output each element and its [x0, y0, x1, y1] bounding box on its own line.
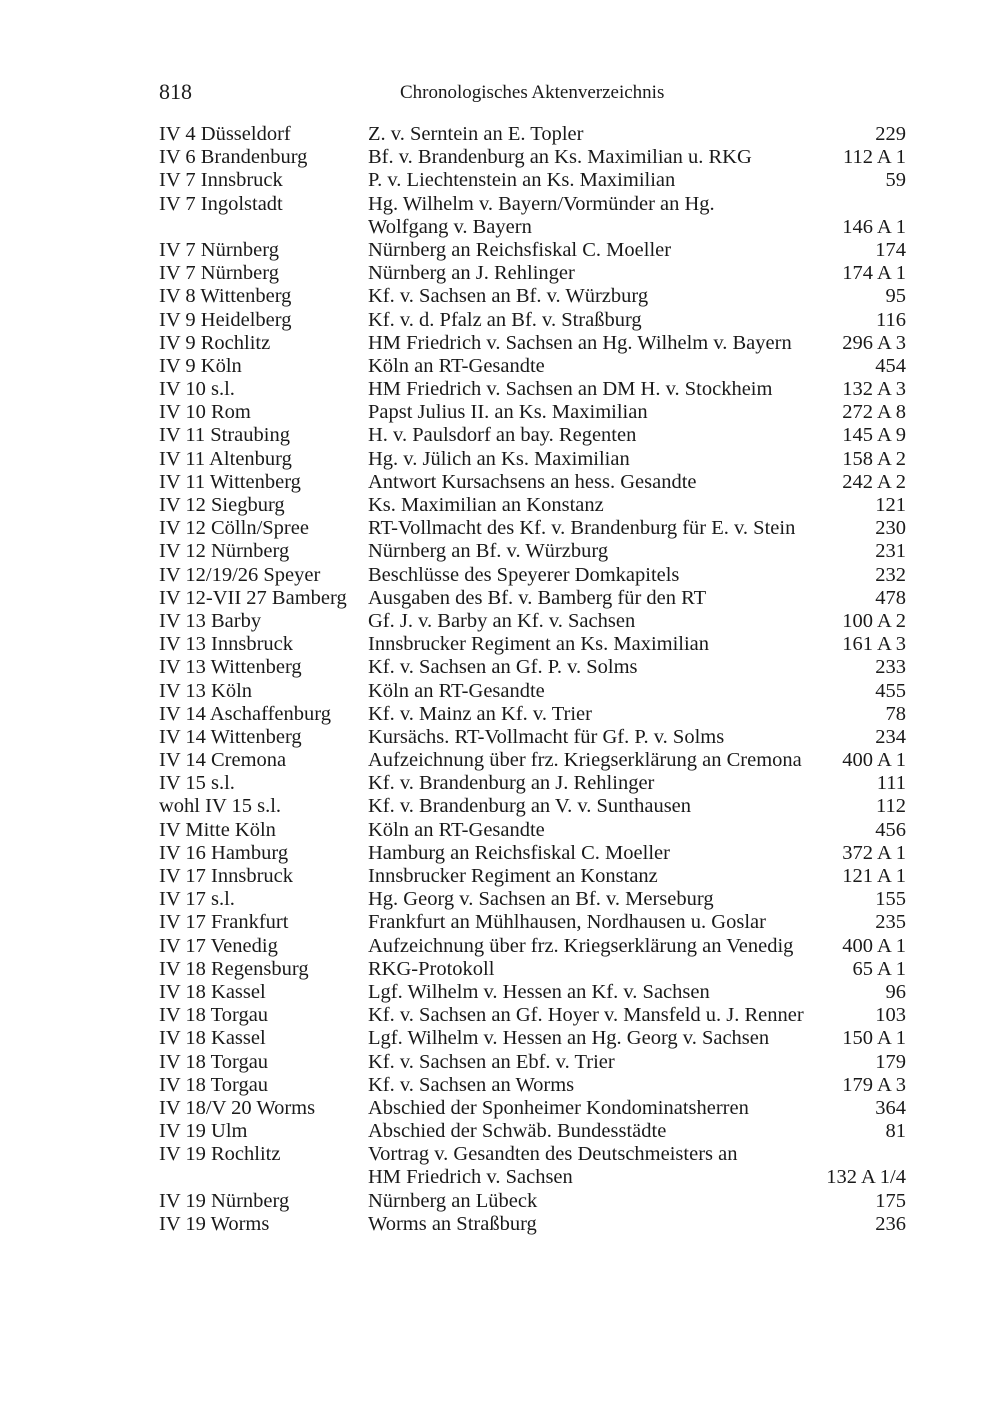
index-entry [159, 610, 906, 633]
entry-description: Papst Julius II. an Ks. Maximilian [368, 401, 648, 424]
entry-date: IV 12 Nürnberg [159, 540, 290, 563]
index-entry [159, 564, 906, 587]
entry-date: IV 7 Nürnberg [159, 262, 279, 285]
entry-date: IV 12 Cölln/Spree [159, 517, 309, 540]
index-entry [159, 981, 906, 1004]
entry-date: IV 18/V 20 Worms [159, 1096, 316, 1119]
page-number: 818 [159, 79, 192, 104]
entry-description: Kf. v. Brandenburg an V. v. Sunthausen [368, 795, 692, 818]
entry-reference: 236 [875, 1212, 906, 1235]
entry-reference: 78 [885, 702, 906, 725]
index-entry [159, 749, 906, 772]
index-entry [159, 842, 906, 865]
entry-description: Köln an RT-Gesandte [368, 818, 545, 841]
entry-reference: 103 [875, 1004, 906, 1027]
index-entry [159, 911, 906, 934]
entry-date: IV 14 Cremona [159, 749, 287, 772]
index-entry [159, 1190, 906, 1213]
entry-description: Lgf. Wilhelm v. Hessen an Hg. Georg v. Sachsen [368, 1027, 770, 1050]
entry-date: IV 18 Kassel [159, 1027, 266, 1050]
index-entry [159, 680, 906, 703]
entry-description: RKG-Protokoll [368, 957, 495, 980]
entry-reference: 65 A 1 [852, 957, 906, 980]
entry-description: Kf. v. Sachsen an Gf. P. v. Solms [368, 656, 638, 679]
index-entry [159, 123, 906, 146]
entry-date: IV 12 Siegburg [159, 494, 285, 516]
entry-description: Kf. v. Sachsen an Worms [368, 1073, 575, 1096]
entry-date: IV 17 s.l. [159, 888, 235, 911]
entry-reference: 111 [876, 772, 906, 795]
entry-date: IV 13 Wittenberg [159, 656, 302, 679]
entry-description: Köln an RT-Gesandte [368, 354, 545, 377]
chronological-index [159, 123, 906, 1236]
index-entry [159, 401, 906, 424]
entry-reference: 116 [876, 308, 906, 331]
entry-date: IV 18 Torgau [159, 1004, 269, 1027]
entry-reference: 146 A 1 [842, 215, 906, 238]
entry-description: Antwort Kursachsens an hess. Gesandte [368, 470, 697, 493]
entry-date: IV 10 s.l. [159, 378, 235, 401]
entry-date: IV 16 Hamburg [159, 841, 289, 864]
index-entry [159, 285, 906, 308]
entry-reference: 234 [875, 725, 906, 748]
entry-reference: 161 A 3 [842, 633, 906, 656]
entry-description: HM Friedrich v. Sachsen [368, 1166, 573, 1189]
entry-description: Kf. v. d. Pfalz an Bf. v. Straßburg [368, 308, 642, 331]
entry-description: Ks. Maximilian an Konstanz [368, 494, 604, 516]
entry-reference: 232 [875, 563, 906, 586]
entry-reference: 231 [875, 540, 906, 563]
entry-description: Kf. v. Brandenburg an J. Rehlinger [368, 772, 655, 795]
entry-description: Kf. v. Sachsen an Bf. v. Würzburg [368, 285, 649, 308]
index-entry [159, 146, 906, 169]
entry-description: Nürnberg an Bf. v. Würzburg [368, 540, 609, 563]
entry-date: IV 6 Brandenburg [159, 146, 308, 169]
index-entry [159, 1051, 906, 1074]
entry-reference: 81 [885, 1120, 906, 1143]
entry-description: Innsbrucker Regiment an Ks. Maximilian [368, 633, 710, 656]
entry-description: Gf. J. v. Barby an Kf. v. Sachsen [368, 609, 636, 632]
entry-description: Lgf. Wilhelm v. Hessen an Kf. v. Sachsen [368, 980, 710, 1003]
entry-description: Bf. v. Brandenburg an Ks. Maximilian u. RKG [368, 146, 752, 169]
index-entry [159, 540, 906, 563]
entry-description: HM Friedrich v. Sachsen an Hg. Wilhelm v. Bayern [368, 331, 792, 354]
entry-date: IV 18 Kassel [159, 980, 266, 1003]
entry-date: IV 19 Ulm [159, 1120, 248, 1143]
entry-description: Wolfgang v. Bayern [368, 215, 532, 238]
entry-reference: 158 A 2 [842, 447, 906, 470]
entry-reference: 132 A 1/4 [826, 1166, 906, 1189]
entry-reference: 454 [875, 354, 906, 377]
entry-date: IV 8 Wittenberg [159, 285, 292, 308]
index-entry [159, 378, 906, 401]
index-entry [159, 1027, 906, 1050]
entry-date: IV 7 Innsbruck [159, 169, 283, 192]
entry-date: IV 14 Wittenberg [159, 725, 302, 748]
entry-reference: 229 [875, 123, 906, 145]
entry-date: IV 11 Wittenberg [159, 470, 301, 493]
entry-date: IV 19 Worms [159, 1212, 270, 1235]
entry-description: HM Friedrich v. Sachsen an DM H. v. Stockheim [368, 378, 773, 401]
entry-date: IV 7 Nürnberg [159, 238, 279, 261]
index-entry [159, 517, 906, 540]
entry-reference: 155 [875, 888, 906, 911]
entry-description: Abschied der Sponheimer Kondominatsherren [368, 1096, 749, 1119]
entry-description: Kursächs. RT-Vollmacht für Gf. P. v. Solms [368, 725, 725, 748]
entry-reference: 132 A 3 [842, 378, 906, 401]
index-entry [159, 1166, 906, 1189]
index-entry [159, 587, 906, 610]
entry-reference: 478 [875, 586, 906, 609]
entry-description: Hg. v. Jülich an Ks. Maximilian [368, 447, 630, 470]
entry-reference: 242 A 2 [842, 470, 906, 493]
entry-reference: 59 [885, 169, 906, 192]
entry-description: Worms an Straßburg [368, 1212, 537, 1235]
entry-date: IV 13 Innsbruck [159, 633, 293, 656]
index-entry [159, 424, 906, 447]
entry-description: Kf. v. Sachsen an Ebf. v. Trier [368, 1050, 615, 1073]
entry-date: IV 11 Altenburg [159, 447, 292, 470]
entry-date: wohl IV 15 s.l. [159, 795, 282, 818]
entry-description: Ausgaben des Bf. v. Bamberg für den RT [368, 586, 707, 609]
entry-description: Frankfurt an Mühlhausen, Nordhausen u. Goslar [368, 911, 766, 934]
entry-reference: 296 A 3 [842, 331, 906, 354]
index-entry [159, 494, 906, 517]
entry-reference: 174 A 1 [842, 262, 906, 285]
entry-description: Vortrag v. Gesandten des Deutschmeisters an [368, 1143, 738, 1166]
entry-reference: 235 [875, 911, 906, 934]
index-entry [159, 169, 906, 192]
entry-description: H. v. Paulsdorf an bay. Regenten [368, 424, 637, 447]
entry-description: Kf. v. Mainz an Kf. v. Trier [368, 702, 592, 725]
index-entry [159, 309, 906, 332]
index-entry [159, 448, 906, 471]
entry-description: Hg. Georg v. Sachsen an Bf. v. Merseburg [368, 888, 714, 911]
entry-reference: 175 [875, 1189, 906, 1212]
entry-description: Aufzeichnung über frz. Kriegserklärung an Venedig [368, 934, 794, 957]
index-entry [159, 958, 906, 981]
entry-description: Innsbrucker Regiment an Konstanz [368, 865, 658, 887]
entry-date: IV 12-VII 27 Bamberg [159, 586, 347, 609]
entry-date: IV Mitte Köln [159, 818, 276, 841]
entry-date: IV 18 Torgau [159, 1073, 269, 1096]
index-entry [159, 1097, 906, 1120]
entry-date: IV 18 Torgau [159, 1050, 269, 1073]
index-entry [159, 216, 906, 239]
index-entry [159, 703, 906, 726]
entry-date: IV 10 Rom [159, 401, 251, 424]
index-entry [159, 262, 906, 285]
entry-date: IV 13 Köln [159, 679, 253, 702]
index-entry [159, 1120, 906, 1143]
index-entry [159, 656, 906, 679]
index-entry [159, 865, 906, 888]
entry-date: IV 9 Heidelberg [159, 308, 292, 331]
entry-reference: 455 [875, 679, 906, 702]
entry-reference: 121 [875, 494, 906, 516]
index-entry [159, 355, 906, 378]
entry-date: IV 19 Nürnberg [159, 1189, 290, 1212]
entry-description: Nürnberg an Lübeck [368, 1189, 538, 1212]
entry-description: Z. v. Serntein an E. Topler [368, 123, 584, 145]
index-entry [159, 819, 906, 842]
index-entry [159, 726, 906, 749]
entry-description: Abschied der Schwäb. Bundesstädte [368, 1120, 667, 1143]
entry-date: IV 17 Frankfurt [159, 911, 289, 934]
entry-date: IV 4 Düsseldorf [159, 123, 291, 145]
entry-reference: 145 A 9 [842, 424, 906, 447]
entry-reference: 150 A 1 [842, 1027, 906, 1050]
entry-date: IV 14 Aschaffenburg [159, 702, 331, 725]
entry-reference: 96 [885, 980, 906, 1003]
entry-date: IV 13 Barby [159, 609, 262, 632]
entry-reference: 100 A 2 [842, 609, 906, 632]
entry-reference: 456 [875, 818, 906, 841]
entry-date: IV 11 Straubing [159, 424, 290, 447]
entry-description: Nürnberg an Reichsfiskal C. Moeller [368, 238, 672, 261]
entry-reference: 112 [876, 795, 906, 818]
entry-description: P. v. Liechtenstein an Ks. Maximilian [368, 169, 676, 192]
entry-description: Nürnberg an J. Rehlinger [368, 262, 575, 285]
entry-description: RT-Vollmacht des Kf. v. Brandenburg für E. v. Stein [368, 517, 796, 540]
entry-reference: 95 [885, 285, 906, 308]
entry-description: Hamburg an Reichsfiskal C. Moeller [368, 841, 670, 864]
entry-date: IV 9 Köln [159, 354, 242, 377]
index-entry [159, 471, 906, 494]
index-entry [159, 795, 906, 818]
entry-description: Kf. v. Sachsen an Gf. Hoyer v. Mansfeld u. J. Renner [368, 1004, 804, 1027]
index-entry [159, 239, 906, 262]
index-entry [159, 332, 906, 355]
index-entry [159, 633, 906, 656]
index-entry [159, 1074, 906, 1097]
entry-reference: 112 A 1 [842, 146, 906, 169]
entry-date: IV 9 Rochlitz [159, 331, 271, 354]
entry-reference: 272 A 8 [842, 401, 906, 424]
entry-description: Beschlüsse des Speyerer Domkapitels [368, 563, 680, 586]
entry-reference: 364 [875, 1096, 906, 1119]
index-entry [159, 772, 906, 795]
entry-description: Köln an RT-Gesandte [368, 679, 545, 702]
entry-date: IV 19 Rochlitz [159, 1143, 281, 1166]
entry-date: IV 18 Regensburg [159, 957, 309, 980]
entry-date: IV 12/19/26 Speyer [159, 563, 321, 586]
index-entry [159, 1004, 906, 1027]
entry-date: IV 7 Ingolstadt [159, 192, 283, 215]
entry-reference: 121 A 1 [842, 865, 906, 887]
entry-reference: 179 [875, 1050, 906, 1073]
entry-date: IV 17 Innsbruck [159, 865, 293, 887]
running-title: Chronologisches Aktenverzeichnis [400, 82, 665, 103]
entry-description: Hg. Wilhelm v. Bayern/Vormünder an Hg. [368, 192, 715, 215]
entry-date: IV 17 Venedig [159, 934, 278, 957]
index-entry [159, 1213, 906, 1236]
entry-reference: 400 A 1 [842, 749, 906, 772]
entry-reference: 230 [875, 517, 906, 540]
entry-reference: 372 A 1 [842, 841, 906, 864]
index-entry [159, 193, 906, 216]
index-entry [159, 935, 906, 958]
entry-reference: 174 [875, 238, 906, 261]
entry-reference: 233 [875, 656, 906, 679]
entry-description: Aufzeichnung über frz. Kriegserklärung an Cremona [368, 749, 802, 772]
index-entry [159, 1143, 906, 1166]
entry-reference: 179 A 3 [842, 1073, 906, 1096]
entry-date: IV 15 s.l. [159, 772, 235, 795]
index-entry [159, 888, 906, 911]
entry-reference: 400 A 1 [842, 934, 906, 957]
